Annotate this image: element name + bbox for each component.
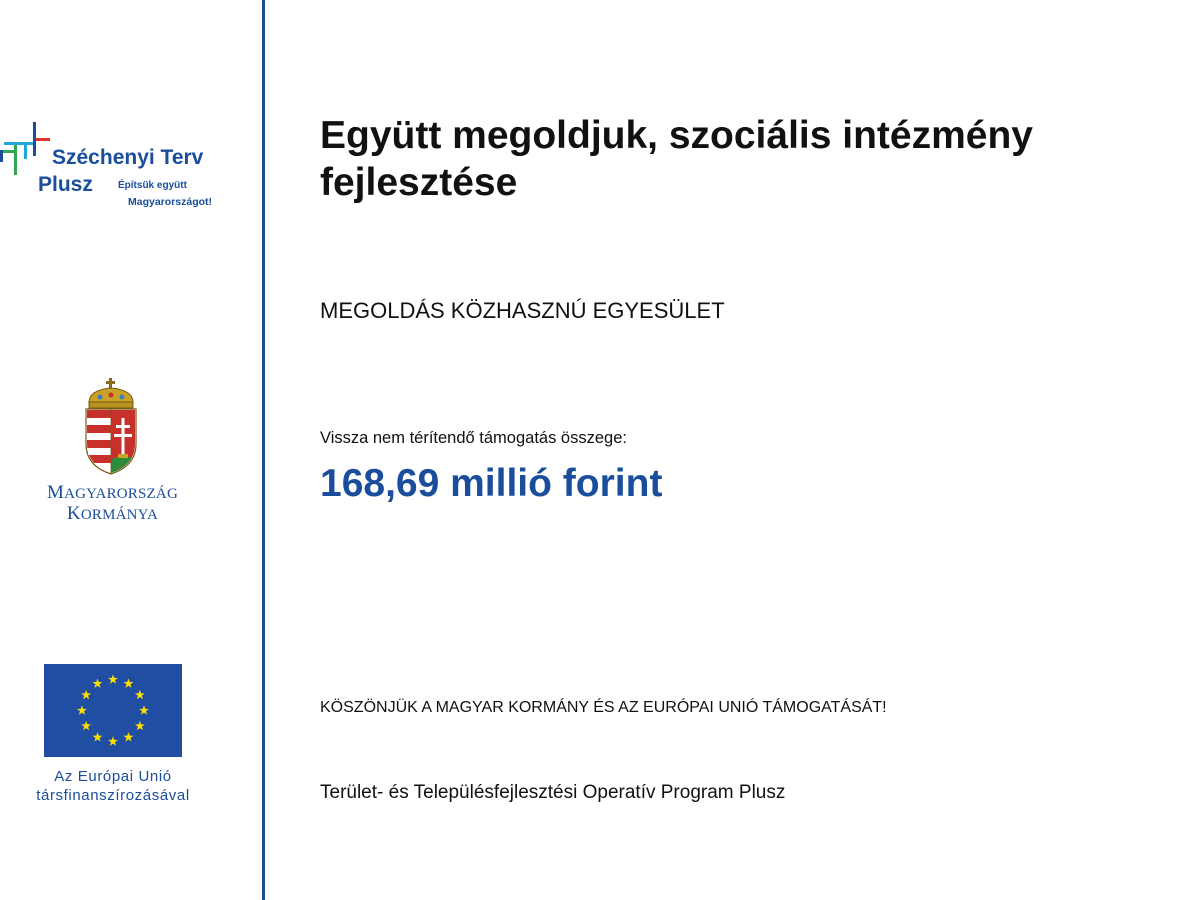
szechenyi-terv-plusz-logo (0, 118, 240, 218)
szechenyi-title: Széchenyi Terv (52, 146, 204, 169)
hungarian-coat-of-arms-icon (80, 378, 142, 478)
thanks-statement: KÖSZÖNJÜK A MAGYAR KORMÁNY ÉS AZ EURÓPAI UNIÓ TÁMOGATÁSÁT! (320, 699, 887, 716)
project-title: Együtt megoldjuk, szociális intézmény fejlesztése (320, 114, 1033, 204)
logo-sidebar (0, 0, 262, 900)
szechenyi-slogan-line1: Építsük együtt (118, 180, 187, 191)
grant-amount-label: Vissza nem térítendő támogatás összege: (320, 429, 627, 447)
vertical-divider (262, 0, 265, 900)
szechenyi-slogan-line2: Magyarországot! (128, 196, 213, 208)
eu-caption-line2: társfinanszírozásával (36, 787, 190, 804)
beneficiary-organization: MEGOLDÁS KÖZHASZNÚ EGYESÜLET (320, 298, 725, 323)
eu-caption (0, 767, 226, 805)
government-name-line2: KORMÁNYA (66, 503, 159, 524)
szechenyi-cross-icon (0, 118, 50, 178)
operative-program-name: Terület- és Településfejlesztési Operatív Program Plusz (320, 782, 786, 803)
eu-flag-icon (44, 664, 182, 757)
eu-caption-line1: Az Európai Unió (54, 768, 172, 785)
grant-amount-value: 168,69 millió forint (320, 462, 663, 505)
government-name (0, 483, 225, 525)
government-name-line1: MAGYARORSZÁG (47, 482, 178, 503)
szechenyi-plusz: Plusz (38, 173, 93, 196)
